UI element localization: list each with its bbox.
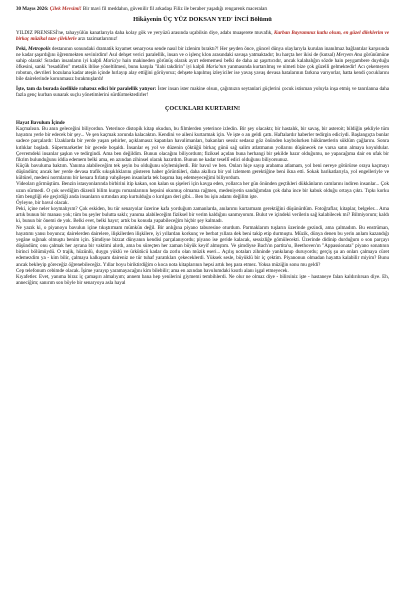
story-title: Hayat Bavulum İçinde [16, 119, 65, 126]
story-paragraph: Videoları görmüştüm. Benzin istasyonlarında birbirini itip kakan, son kalan su şişeleri için kavga eden, yollarca her gün önünden geçtikleri dükkânların camlarını indiren insanlar... Çok uzun sürmedi. O çok sevdiğim düzenli bilim kurgu romanlarının hepsini okumuş olmama rağmen, medeniyetin sandığımdan çok daha ince bir kabuk olduğu ortaya çıktı. Tıpkı korku tüm bengliği ele geçirdiği anda insanların sırtından atıp kurtulduğu o kırılgan deri gibi... Ben bu işin adamı değilim işte. [16, 181, 389, 200]
publication-date: 30 Mayıs 2026: [16, 6, 49, 12]
story-paragraph: Kıyafetler. Evet, yanıma biraz iç çamaşırı almalıyım; annem bana hep yenilerini giymemi tembihlerdi. Ne olur ne olmaz diye - bilirsiniz işte - hastaneye falan kaldırılırsan diye. Eh, anneciğim; sanırım son böyle bir senaryoya asla hayal [16, 273, 389, 286]
intro-text: YILDIZ PRENSESİ'ne, tahayyülün kanatlarıyla daha kolay gök ve yeryüzü arasında uçabilsin diye, adabı muaşerete muvafık, [16, 29, 273, 36]
header-lead: Bir mavi fil meddahın, güvenilir fil arkadaşı Filiz ile beraber yaşadığı rengarenk maceraları [82, 6, 268, 12]
metropolis-text-1: destanının sonundaki dramatik kıyamet senaryosu sende nasıl bir izlenim bıraktı?! Her şeyden önce, güncel dünya olaylarıyla kurulan inanılmaz bağlantılar karşısında ne kadar şaşırdığını öğrenmekten sevinirdim! Asıl dehşet verici paralellik, insan ve o işlenç klon arasındaki savaşa yatmaktadır; bu harçta her ikisi de (kutsal) [16, 45, 390, 58]
intro-tail: arzı tazimatlarımız! [77, 35, 118, 42]
story-body [16, 126, 389, 286]
maria-name-2: Maria'nın [205, 64, 227, 71]
intro-emphasis: Kurban Bayramınız kutlu olsun, en güzel dileklerim ve birkaç müzikal taze çileklerle [16, 29, 390, 42]
page-title: Hikâyenin ÜÇ YÜZ DOKSAN YED' İNCİ Bölümü [133, 16, 272, 24]
iste-lead: İşte, tam da [16, 86, 42, 93]
meryem-ana: Meryem Ana [336, 51, 363, 58]
iste-bold: burada özellikle rahatsız edici bir paralellik yatıyor: [43, 86, 157, 93]
iste-text: İster insan ister makine olsun, çağımızın seytanlari güçlerini çocuk istisman yoluyla inşa etmiş ve tanrılanna daha fazla genç kurban sunarak suçlu yönetimlerini sürdürmektedirler! [16, 86, 389, 99]
peki-lead: Peki, [16, 45, 27, 52]
story-paragraph: Ne yazık ki, o piyanoyu bavulun içine tıkıştırmam mümkün değil. Bir anlığına piyano taburesine oturdum. Parmaklarım tuşların üzerinde gezindi, ama çalmadım. Bu enstrüman, hayatımı yansı boyunca; dairelerden dairelere, ilişkilerden ilişkilere, iyi yıllardan korkunç ve berbat yıllara dek beni takip etip durmuştu. Müzik, dünya denen bu yerin anlam kazandığı yegâne sığınak olmuştu benim için. Şimdiyse bizzat dünyanın kendisi parçalanıyordu; piyano ise geride kalacak, sessizliğe gömülecekti. Üzerinde didinip durduğum o son parçayı düşündüm; onu çalmak her ayrana bir vaktimi alırdı, ama bu süreçten her zaman büyük keyif almıştım. Ve şimdiyse Bach'ın partita'sı, Beethoven'ın "Appassionata" piyano sonatının birinci bölümüydü. O trajik, hüzünlü, duygu yüklü ve ürkütücü kadar da zorlu olan müzik eseri... Açılış notaları zihninde yankılanıp duruyordu; gerçiş şu an onları çalmaya cüret edemezdim ya - kim bilir, çalmaya kalkışsam daireniz ne tür tuhaf yaratıkları çekeceklerdi. Yüksek sesle, büyüklü bir iç çektim. Piyanonun olmadan hayatta kalabilir miyim? Bunu ancak bekleyip göreceğiz öğrenebileceğiz. Yıllar boyu biriktirdiğim o koca nota kitaplarının hepsi artık beş para etmez. Yoksa müziğin sonu mu geldi? [16, 224, 389, 268]
story-paragraph: Peki, içine neler koymalıyım? Çok eskiden, bu tür senaryolar üzerine kafa yorduğum zamanlarda, anılarımı kurtarmam gerektiğini düşünürdüm. Fotoğraflar, kitaplar, belgeler... Ama artık bunun bir manası yok; tüm bu şeyler bulutta saklı; yanıma alabileceğim fiziksel bir verim kaldığını sanmıyorum. Bulut ve içindeki verilerin sağ kalabilecek mi? Bilmiyorum; kaldı ki, bunun bir önemi de yok. Belki evet, belki hayır; artık bu konuda yapabileceğim hiçbir şey kalmadı. [16, 206, 389, 225]
story-paragraph: Küçük bavuluma baktım. Yanıma alabileceğim tek şeyin bu olduğunu söylemişlerdi. Bir bavul ve ben. Onları hiçe sayıp arabama atlamam, yol beni nereye götürürse oraya kaçmayı düşündüm; ancak her yerde devasa trafik sıkışıklıklarını gösteren haber görüntüleri, daha akıllıca bir yol izlemem gerektiğine beni ikna etti. Sokak barikatlarıyla, yol engelleriyle ve kültürel, medeni normlarını bir kenara fırlatıp vahşileşen insanlarla tek başıma baş edemeyeceğimi biliyordum. [16, 163, 389, 182]
metropolis-text-4: yanmasında kurtarılmış ve nimeti bize çok güzelli gelmektedir! Acı çekemeyen robotun, devrileri bozulana kadar ateşin içinde hırlayıp alay ettiğini görüyoruz; dehşete kapılmış izleyiciler ise yavaş yavaş devasa hatalarının farkına varıyorlar, hatta kendi çocuklarını bile dairelerinde korunmasız bırakmışlardı! [16, 64, 389, 83]
metropolis-paragraph [16, 46, 389, 83]
story-paragraph: Cep telefonum cebimde olacak. İşime yarayıp yaramayacağını kim bilebilir; ama en azından bavulumdaki kısıtlı alanı işgal etmeyecek. [16, 267, 289, 274]
metropolis-text-3: hain makineden görünüş olarak ayırt edememesi belki de daha az şaşırtıcıdır, ancak kalabalığın sözde hain peygambere duyduğu öfkesini, sanki "tesadüfen" metalik iblise yöneltilmesi, bunu karşıla "ilahi takdirin" iyi kalpli [16, 57, 389, 71]
metropolis-text-2: görünümüne sahip olarak! Sıradan insanların iyi kalpli [16, 51, 390, 64]
story-paragraph: Kaçmalısın. Bu anın geleceğini biliyordun. Yeterince distopik kitap okudun, bu filmlerden yeterince izledin. Bir şey olacaktı; bir hastalık, bir savaş, bir asteroit; bildiğin şekliyle tüm hayatını yerle bir edecek bir şey... Ve şen kaçmak zorunda kalacaktın. Kendini ve aileni kurtarmak için. Ve işte o an geldi çattı. Haftalardır haberler tedirgin ediciydi. Başlangıçta bunlar sadece parçalardı: Uzaklarda bir yerde yaşan şehirler, açıklamasız kapatılan havalimanları, bakanları sessiz sedasız göz önünden kaybolurken hükümetlerin süklüm çağlarını. Sonra kıtlıklar başladı. Süpermarketler bir gecede boşaldı. İnsanlar eş yol ve düzenin çöktüğü birkaç günü sağ salim atlatmanın yollarını düşünecek ne varsa satın almaya koyuldular. Çevremdeki insanlar şaşkın ve tedirgindi. Ama ben değildim. Bunun olacağını biliyordum; fiziksel açıdan buna herhangi bir şekilde hazır olduğumu, ne yapacağıma dair en ufak bir fikrim bulunduğunu iddia edemem belki ama, en azından zihinsel olarak hazırdım. Bunun ne kadar tesellî edici olduğunu biliyorsunuz. [16, 126, 389, 163]
metropolis-title: Metropolis [28, 45, 51, 52]
header-line [16, 6, 389, 12]
intro-paragraph [16, 30, 389, 42]
story-name: Çilek Mevsimi! [49, 6, 82, 12]
story-paragraph: Öyleyse, bir bavul olacak. [16, 199, 69, 206]
section-heading: ÇOCUKLARI KURTARIN! [164, 104, 241, 112]
maria-name: Maria'yı [103, 57, 121, 64]
iste-paragraph [16, 86, 389, 98]
